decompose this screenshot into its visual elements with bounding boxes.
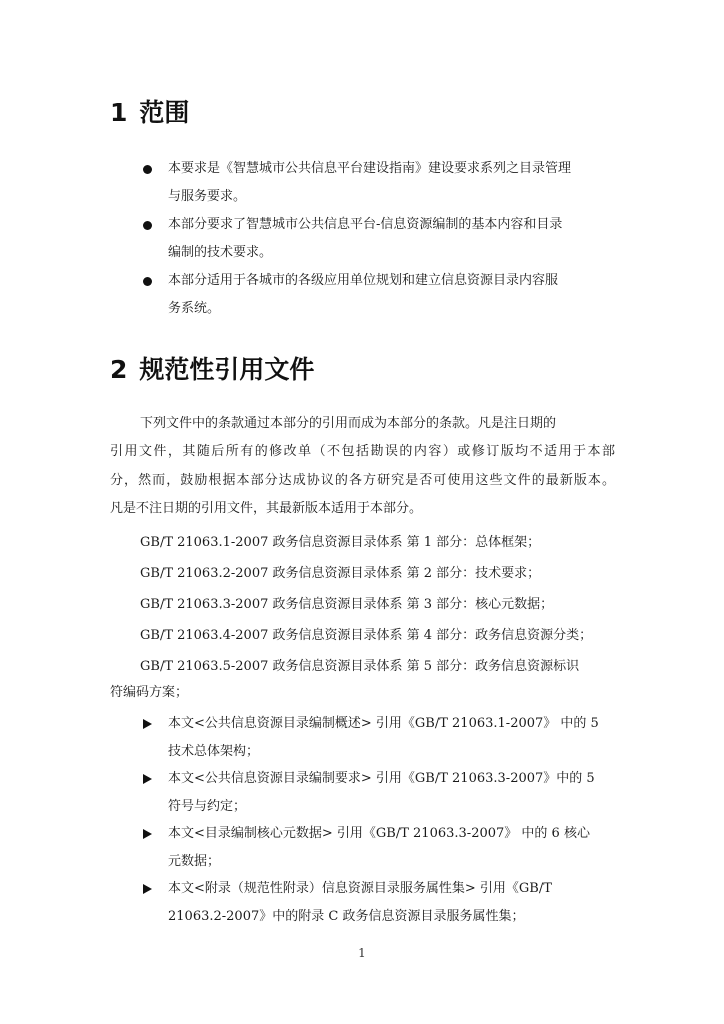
reference-line: GB/T 21063.1-2007 政务信息资源目录体系 第 1 部分：总体框架； <box>140 535 541 550</box>
reference-line: GB/T 21063.3-2007 政务信息资源目录体系 第 3 部分：核心元数据； <box>140 597 554 612</box>
intro-line: 分，然而，鼓励根据本部分达成协议的各方研究是否可使用这些文件的最新版本。 <box>110 473 615 488</box>
arrow-bullet-icon <box>143 774 152 784</box>
intro-line: 凡是不注日期的引用文件，其最新版本适用于本部分。 <box>110 501 423 516</box>
arrow-item-text-continued: 符号与约定； <box>168 799 247 814</box>
section-2-heading <box>110 355 314 385</box>
arrow-item-text: 本文<公共信息资源目录编制要求> 引用《GB/T 21063.3-2007》中的 5 <box>168 771 595 786</box>
bullet-text-continued: 与服务要求。 <box>168 189 247 204</box>
arrow-item-text-continued: 21063.2-2007》中的附录 C 政务信息资源目录服务属性集； <box>168 909 525 924</box>
reference-line: GB/T 21063.2-2007 政务信息资源目录体系 第 2 部分：技术要求； <box>140 566 541 581</box>
bullet-text-continued: 务系统。 <box>168 301 221 316</box>
reference-line-continued: 符编码方案； <box>110 685 189 700</box>
intro-line: 下列文件中的条款通过本部分的引用而成为本部分的条款。凡是注日期的 <box>140 416 557 431</box>
bullet-text: 本部分适用于各城市的各级应用单位规划和建立信息资源目录内容服 <box>168 273 559 288</box>
section-1-title: 范围 <box>139 98 190 127</box>
section-1-number: 1 <box>110 98 128 127</box>
bullet-dot-icon <box>143 277 152 286</box>
arrow-bullet-icon <box>143 829 152 839</box>
reference-line: GB/T 21063.5-2007 政务信息资源目录体系 第 5 部分：政务信息资源标识 <box>140 659 580 674</box>
arrow-item-text-continued: 元数据； <box>168 854 221 869</box>
arrow-bullet-icon <box>143 719 152 729</box>
intro-line: 引用文件，其随后所有的修改单（不包括勘误的内容）或修订版均不适用于本部 <box>110 444 615 459</box>
arrow-item-text-continued: 技术总体架构； <box>168 744 260 759</box>
arrow-item-text: 本文<公共信息资源目录编制概述> 引用《GB/T 21063.1-2007》 中的 5 <box>168 716 599 731</box>
section-1-heading <box>110 98 189 128</box>
bullet-text: 本部分要求了智慧城市公共信息平台-信息资源编制的基本内容和目录 <box>168 217 563 232</box>
section-2-number: 2 <box>110 355 128 384</box>
arrow-item-text: 本文<目录编制核心元数据> 引用《GB/T 21063.3-2007》 中的 6 核心 <box>168 826 590 841</box>
bullet-dot-icon <box>143 165 152 174</box>
arrow-item-text: 本文<附录（规范性附录）信息资源目录服务属性集> 引用《GB/T <box>168 881 552 896</box>
bullet-dot-icon <box>143 221 152 230</box>
bullet-text-continued: 编制的技术要求。 <box>168 245 273 260</box>
arrow-bullet-icon <box>143 884 152 894</box>
page-number: 1 <box>358 946 366 960</box>
reference-line: GB/T 21063.4-2007 政务信息资源目录体系 第 4 部分：政务信息资源分类； <box>140 628 593 643</box>
bullet-text: 本要求是《智慧城市公共信息平台建设指南》建设要求系列之目录管理 <box>168 161 572 176</box>
section-2-title: 规范性引用文件 <box>139 355 315 384</box>
